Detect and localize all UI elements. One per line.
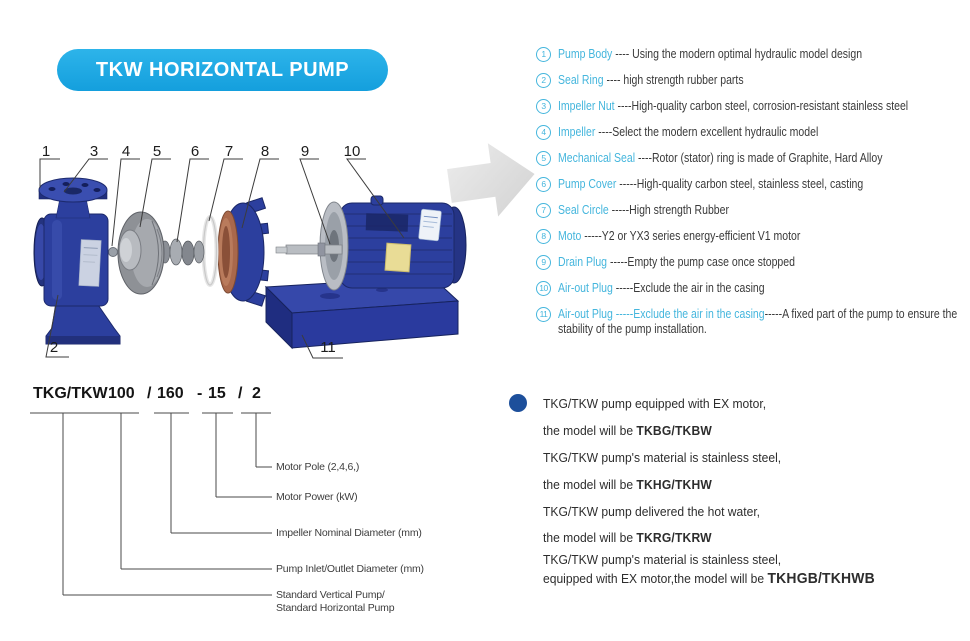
note-line: equipped with EX motor,the model will be TKHGB/TKHWB	[543, 570, 875, 587]
parts-list-item	[536, 281, 970, 296]
callout-number: 7	[224, 143, 234, 160]
part-name: Drain Plug	[558, 255, 608, 269]
arrow-right-icon	[438, 116, 542, 244]
part-number-badge: 10	[536, 281, 551, 296]
label-motor-power: Motor Power (kW)	[276, 491, 358, 503]
part-name: Seal Circle	[558, 203, 609, 217]
model-code-series: TKG/TKW	[33, 385, 108, 402]
part-name: Pump Body	[558, 47, 613, 61]
part-number-badge: 7	[536, 203, 551, 218]
callout-number: 1	[41, 143, 51, 160]
part-desc: ---- high strength rubber parts	[603, 73, 744, 87]
bullet-dot-icon	[509, 394, 527, 412]
label-standard-vertical: Standard Vertical Pump/	[276, 589, 385, 601]
callout-number: 9	[300, 143, 310, 160]
model-code-sep: /	[238, 385, 243, 402]
part-desc: ----High-quality carbon steel, corrosion-resistant stainless steel	[614, 99, 909, 113]
part-name: Mechanical Seal	[558, 151, 636, 165]
part-number-badge: 2	[536, 73, 551, 88]
callout-number: 3	[89, 143, 99, 160]
callout-number: 4	[121, 143, 131, 160]
title-banner	[57, 49, 388, 91]
parts-list-item	[536, 307, 970, 337]
part-desc: -----Exclude the air in the casing	[612, 281, 765, 295]
parts-list-item	[536, 177, 970, 192]
label-impeller-diameter: Impeller Nominal Diameter (mm)	[276, 527, 422, 539]
part-name: Air-out Plug -----Exclude the air in the casing	[558, 307, 765, 321]
label-inlet-outlet: Pump Inlet/Outlet Diameter (mm)	[276, 563, 424, 575]
part-name: Seal Ring	[558, 73, 604, 87]
model-code-inlet: 100	[108, 385, 135, 402]
parts-list-item	[536, 203, 970, 218]
model-code-power: 15	[208, 385, 226, 402]
parts-list-item	[536, 125, 970, 140]
parts-list-item	[536, 255, 970, 270]
mechanical-seal-parts	[160, 239, 204, 265]
model-code-impeller: 160	[157, 385, 184, 402]
part-name: Moto	[558, 229, 582, 243]
callout-number: 6	[190, 143, 200, 160]
part-number-badge: 11	[536, 307, 551, 322]
label-motor-pole: Motor Pole (2,4,6,)	[276, 461, 360, 473]
part-number-badge: 8	[536, 229, 551, 244]
part-desc: -----High-quality carbon steel, stainless steel, casting	[616, 177, 864, 191]
part-desc: -----Empty the pump case once stopped	[607, 255, 795, 269]
note-line: TKG/TKW pump's material is stainless steel,	[543, 450, 782, 465]
parts-list-item	[536, 99, 970, 114]
impeller-nut	[109, 248, 118, 257]
callout-number: 2	[49, 339, 59, 356]
note-line: the model will be TKRG/TKRW	[543, 530, 712, 545]
parts-list-item	[536, 47, 970, 62]
pump-body	[34, 178, 120, 344]
part-number-badge: 9	[536, 255, 551, 270]
parts-list-item	[536, 229, 970, 244]
note-line: the model will be TKHG/TKHW	[543, 477, 712, 492]
part-number-badge: 4	[536, 125, 551, 140]
parts-list	[536, 47, 970, 348]
note-line: the model will be TKBG/TKBW	[543, 423, 712, 438]
callout-number: 8	[260, 143, 270, 160]
parts-list-item	[536, 151, 970, 166]
part-name: Air-out Plug	[558, 281, 613, 295]
part-name: Pump Cover	[558, 177, 617, 191]
callout-number: 11	[320, 339, 336, 356]
part-desc: -----High strength Rubber	[608, 203, 729, 217]
label-standard-horizontal: Standard Horizontal Pump	[276, 602, 395, 614]
part-name: Impeller	[558, 125, 596, 139]
impeller	[118, 212, 164, 294]
note-line: TKG/TKW pump delivered the hot water,	[543, 504, 761, 519]
model-code-pole: 2	[252, 385, 261, 402]
pump-cover	[218, 198, 268, 306]
part-number-badge: 1	[536, 47, 551, 62]
note-line: TKG/TKW pump's material is stainless steel,	[543, 552, 782, 567]
shaft	[276, 243, 342, 256]
part-number-badge: 3	[536, 99, 551, 114]
model-code-sep: /	[147, 385, 152, 402]
callout-number: 5	[152, 143, 162, 160]
part-desc: ----Rotor (stator) ring is made of Graphite, Hard Alloy	[635, 151, 883, 165]
part-desc: -----A fixed part of the pump to ensure the stability of the pump installation.	[558, 307, 958, 336]
part-number-badge: 6	[536, 177, 551, 192]
seal-circle-oring	[204, 217, 217, 285]
page-title: TKW HORIZONTAL PUMP	[95, 58, 350, 81]
pump-exploded-diagram	[18, 135, 478, 375]
model-code-sep: -	[197, 385, 203, 402]
part-desc: ---- Using the modern optimal hydraulic model design	[612, 47, 863, 61]
part-desc: -----Y2 or YX3 series energy-efficient V1 motor	[581, 229, 801, 243]
part-number-badge: 5	[536, 151, 551, 166]
parts-list-item	[536, 73, 970, 88]
part-desc: ----Select the modern excellent hydraulic model	[595, 125, 819, 139]
note-line: TKG/TKW pump equipped with EX motor,	[543, 396, 767, 411]
part-name: Impeller Nut	[558, 99, 615, 113]
motor-label	[385, 243, 411, 272]
callout-number: 10	[343, 143, 361, 160]
